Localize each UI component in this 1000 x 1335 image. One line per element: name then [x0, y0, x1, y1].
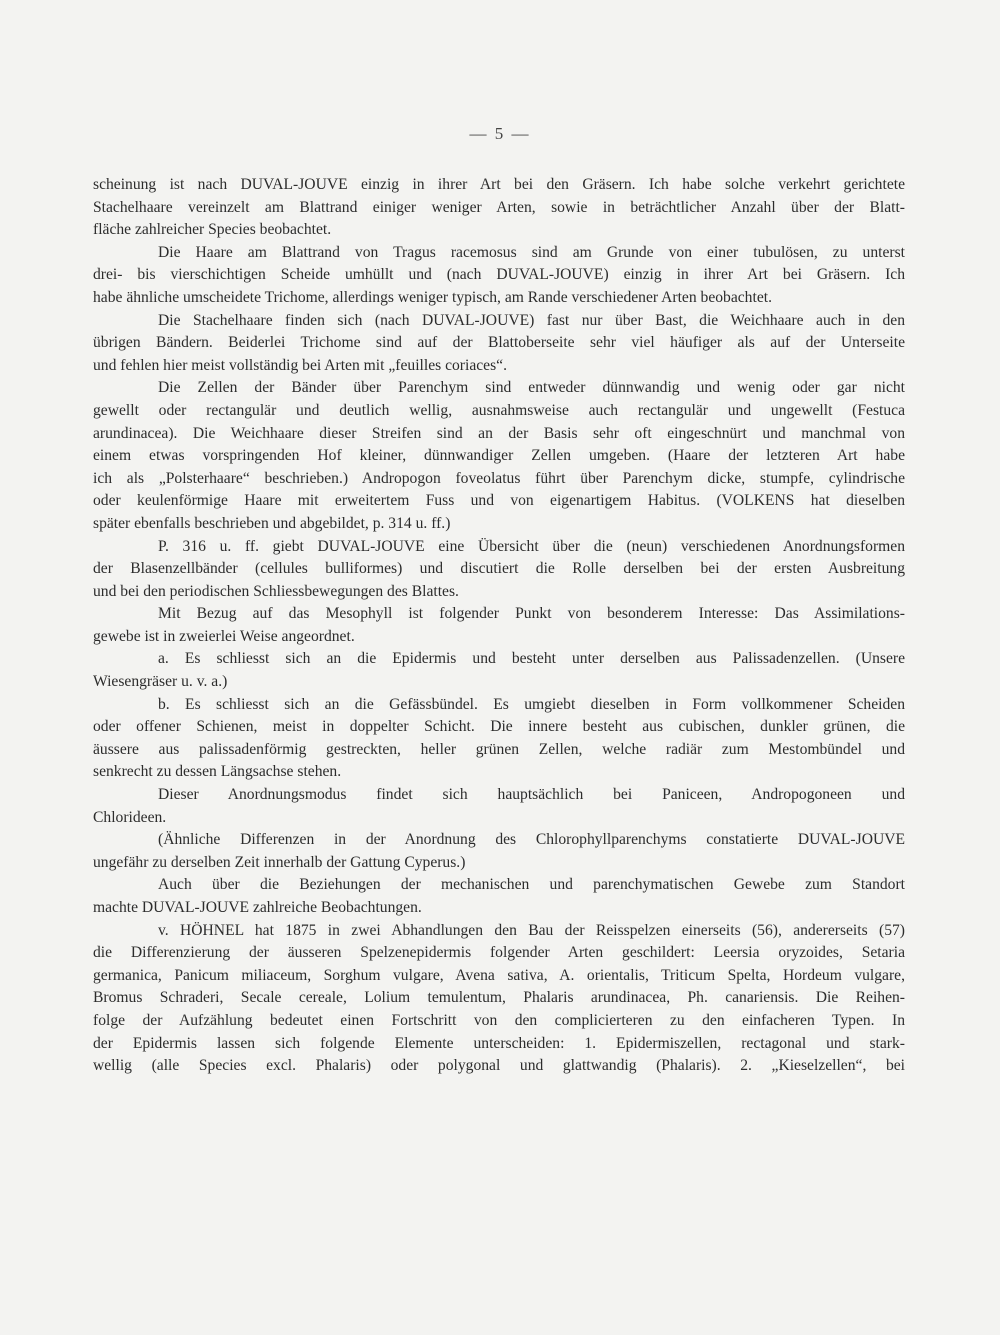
text-line: Mit Bezug auf das Mesophyll ist folgender Punkt von besonderem Interesse: Das Assimilations- [158, 605, 905, 623]
text-line: Chlorideen. [93, 808, 167, 826]
text-line: wellig (alle Species excl. Phalaris) oder polygonal und glattwandig (Phalaris). 2. „Kieselzellen“, bei [93, 1057, 905, 1075]
text-line: Die Stachelhaare finden sich (nach DUVAL-JOUVE) fast nur über Bast, die Weichhaare auch in den [158, 311, 905, 329]
text-line: Bromus Schraderi, Secale cereale, Lolium temulentum, Phalaris arundinacea, Ph. canariensis. Die Reihen- [93, 989, 905, 1007]
text-line: (Ähnliche Differenzen in der Anordnung des Chlorophyllparenchyms constatierte DUVAL-JOUVE [158, 831, 905, 849]
text-line: fläche zahlreicher Species beobachtet. [93, 221, 332, 239]
text-line: und fehlen hier meist vollständig bei Arten mit „feuilles coriaces“. [93, 356, 507, 374]
text-line: v. HÖHNEL hat 1875 in zwei Abhandlungen den Bau der Reisspelzen einerseits (56), andererseits (57) [158, 921, 905, 939]
text-line: oder keulenförmige Haare mit erweitertem Fuss und von eigenartigem Habitus. (VOLKENS hat dieselben [93, 492, 905, 510]
text-line: Wiesengräser u. v. a.) [93, 673, 228, 691]
text-line: Dieser Anordnungsmodus findet sich hauptsächlich bei Paniceen, Andropogoneen und [158, 786, 905, 804]
text-line: arundinacea). Die Weichhaare dieser Streifen sind an der Basis sehr oft eingeschnürt und manchmal von [93, 424, 905, 442]
text-line: gewebe ist in zweierlei Weise angeordnet. [93, 627, 355, 645]
text-line: der Epidermis lassen sich folgende Elemente unterscheiden: 1. Epidermiszellen, rectagonal und stark- [93, 1034, 905, 1052]
text-line: Die Haare am Blattrand von Tragus racemosus sind am Grunde von einer tubulösen, zu unterst [158, 243, 905, 261]
text-line: einem etwas vorspringenden Hof kleiner, dünnwandiger Zellen umgeben. (Haare der letzteren Art habe [93, 447, 905, 465]
text-line: b. Es schliesst sich an die Gefässbündel. Es umgiebt dieselben in Form vollkommener Scheiden [158, 695, 905, 713]
text-line: germanica, Panicum miliaceum, Sorghum vulgare, Avena sativa, A. orientalis, Triticum Spelta, Hordeum vulgare, [93, 966, 905, 984]
text-line: drei- bis vierschichtigen Scheide umhüllt und (nach DUVAL-JOUVE) einzig in ihrer Art bei Gräsern. Ich [93, 266, 905, 284]
text-line: machte DUVAL-JOUVE zahlreiche Beobachtungen. [93, 899, 422, 916]
text-line: der Blasenzellbänder (cellules bulliformes) und discutiert die Rolle derselben bei der ersten Ausbreitung [93, 560, 905, 578]
text-line: senkrecht zu dessen Längsachse stehen. [93, 763, 342, 781]
text-line: übrigen Bändern. Beiderlei Trichome sind auf der Blattoberseite sehr viel häufiger als auf der Unterseite [93, 334, 905, 352]
text-line: P. 316 u. ff. giebt DUVAL-JOUVE eine Übersicht über die (neun) verschiedenen Anordnungsformen [158, 537, 905, 555]
text-line: ich als „Polsterhaare“ beschrieben.) Andropogon foveolatus führt über Parenchym dicke, stumpfe, cylindrische [93, 469, 905, 487]
text-line: habe ähnliche umscheidete Trichome, allerdings weniger typisch, am Rande verschiedener Arten beobachtet. [93, 288, 772, 306]
text-line: gewellt oder rectangulär und deutlich wellig, ausnahmsweise auch rectangulär und ungewellt (Festuca [93, 401, 905, 419]
text-line: ungefähr zu derselben Zeit innerhalb der Gattung Cyperus.) [93, 853, 466, 871]
page-number: — 5 — [469, 124, 531, 143]
text-line: scheinung ist nach DUVAL-JOUVE einzig in ihrer Art bei den Gräsern. Ich habe solche verkehrt gerichtete [93, 176, 905, 193]
text-line: und bei den periodischen Schliessbewegungen des Blattes. [93, 582, 459, 600]
text-line: Stachelhaare vereinzelt am Blattrand einiger weniger Arten, sowie in beträchtlicher Anzahl über der Blatt- [93, 198, 905, 216]
text-line: a. Es schliesst sich an die Epidermis und besteht unter derselben aus Palissadenzellen. (Unsere [158, 650, 905, 668]
text-line: die Differenzierung der äusseren Spelzenepidermis folgender Arten geschildert: Leersia oryzoides, Setaria [93, 944, 905, 962]
text-line: äussere aus palissadenförmig gestreckten, heller grünen Zellen, welche radiär zum Mestombündel und [93, 740, 905, 758]
text-line: später ebenfalls beschrieben und abgebildet, p. 314 u. ff.) [93, 514, 451, 532]
text-line: Auch über die Beziehungen der mechanischen und parenchymatischen Gewebe zum Standort [158, 876, 905, 894]
text-line: folge der Aufzählung bedeutet einen Fortschritt von den complicierteren zu den einfacheren Typen. In [93, 1011, 905, 1029]
text-line: oder offener Schienen, meist in doppelter Schicht. Die innere besteht aus cubischen, dunkler grünen, die [93, 718, 905, 736]
body-text [93, 174, 905, 1078]
text-line: Die Zellen der Bänder über Parenchym sind entweder dünnwandig und wenig oder gar nicht [158, 379, 905, 397]
